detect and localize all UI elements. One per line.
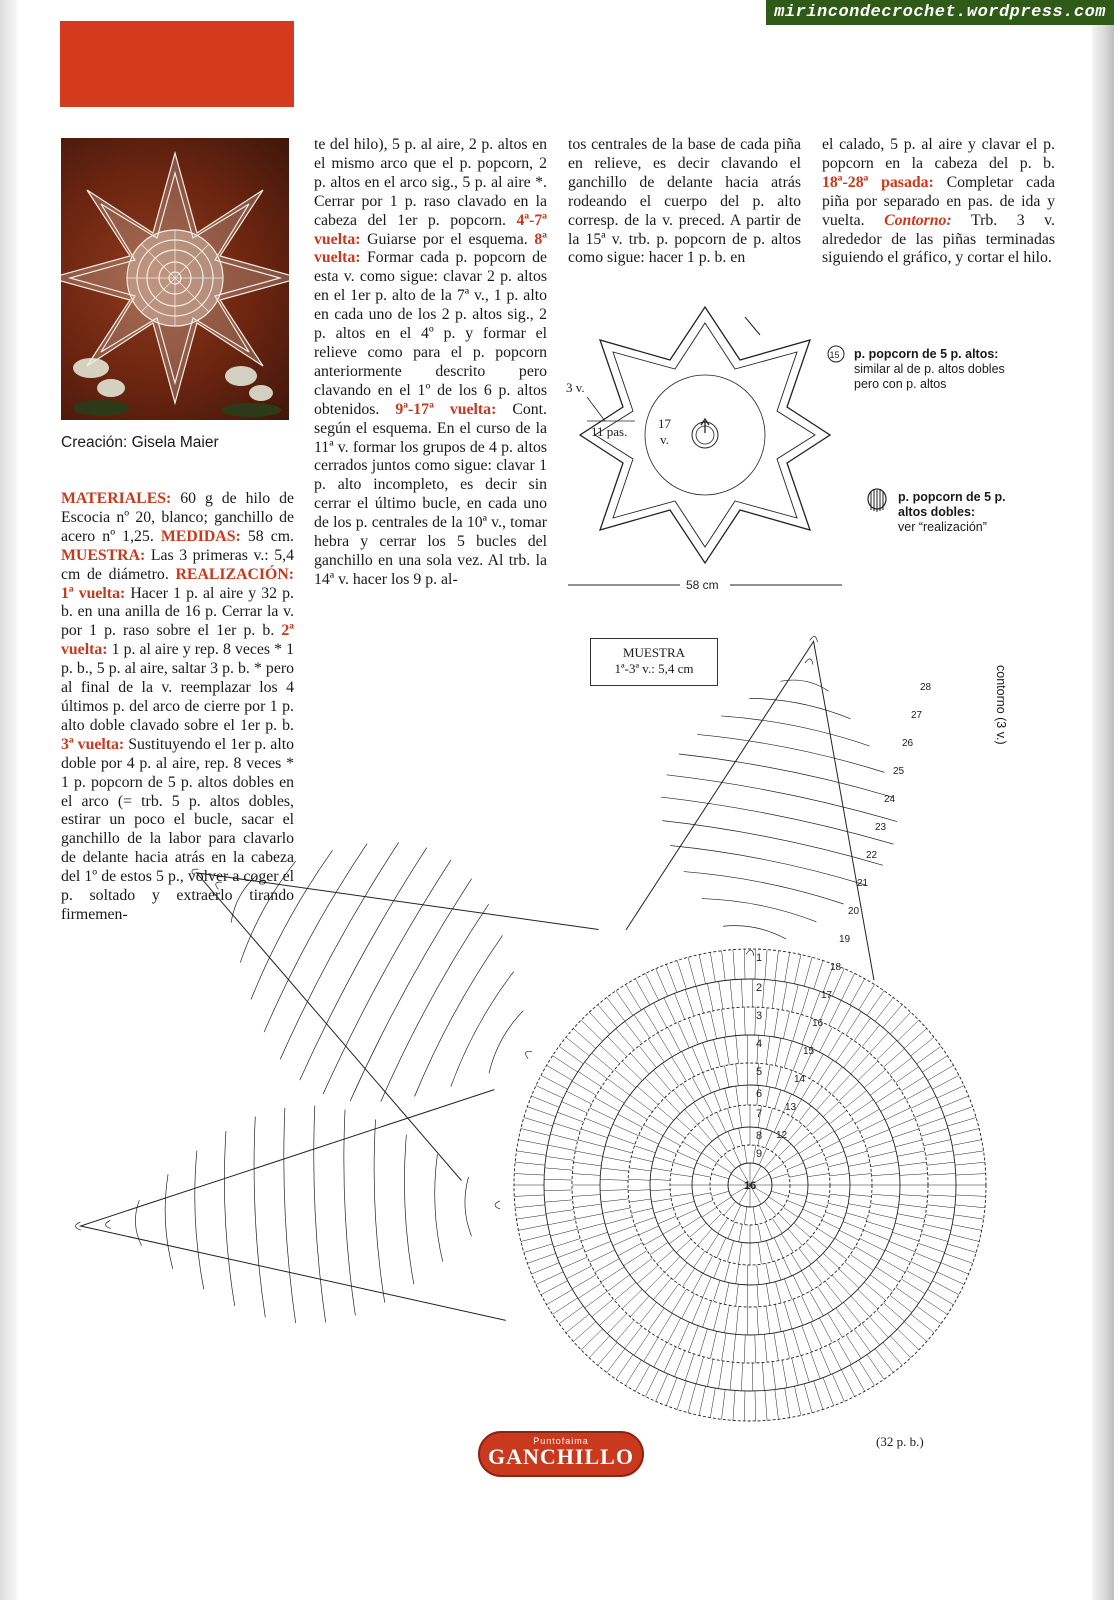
round-2-text: 1 p. al aire y rep. 8 veces * 1 p. b., 5 p. al aire, saltar 3 p. b. * pero al final de la v. reemplazar los 4 últimos p. del arco de cierre por 1 p. alto doble clavado sobre el 1er p. b. [61, 641, 294, 734]
chart-center-label: 16 [744, 1180, 757, 1192]
chart-petal-round-label: 18 [830, 962, 842, 973]
chart-petal-round-label: 25 [893, 766, 905, 777]
sample-text: Las 3 primeras v.: 5,4 cm de diámetro. [61, 546, 294, 583]
chart-petal-row [350, 879, 471, 1101]
chart-petal-row [323, 860, 451, 1094]
chart-petal-row [231, 875, 257, 923]
crochet-chart [40, 570, 1080, 1490]
chart-round-label: 1 [756, 952, 763, 964]
text-column-3 [568, 136, 801, 268]
chart-petal-row [314, 1106, 326, 1323]
chart-round-label: 8 [756, 1130, 763, 1142]
chart-petal-row [404, 1135, 413, 1284]
round-3-label: 3ª vuelta: [61, 735, 125, 753]
chart-round-label: 2 [756, 982, 763, 994]
schematic-17v-label-b: v. [660, 432, 669, 447]
rounds-9-17-label: 9ª-17ª vuelta: [395, 400, 497, 418]
legend-item1-desc2: pero con p. altos [854, 377, 947, 391]
doily-photo [61, 138, 289, 420]
col3-text-1: tos centrales de la base de cada piña en relieve, es decir clavando el ganchillo de delante hacia atrás rodeando el cuerpo del p. alto corresp. de la v. preced. A partir de la 15ª v. trb. p. popcorn de p. altos como sigue: hacer 1 p. b. en [568, 136, 801, 267]
legend-item-2 [898, 490, 1006, 535]
chart-petal-row [525, 1051, 532, 1058]
chart-petal-round-label: 21 [857, 878, 869, 889]
realization-text: Hacer 1 p. al aire y 32 p. b. en una anilla de 16 p. Cerrar la v. por 1 p. raso sobre el 1er p. b. [61, 584, 294, 640]
contour-label: Contorno: [884, 211, 952, 229]
photo-caption: Creación: Gisela Maier [61, 434, 219, 451]
chart-petal-round-label: 27 [911, 710, 923, 721]
chart-round-label: 3 [756, 1010, 763, 1022]
measures-text: 58 cm. [240, 527, 295, 545]
logo-title: GANCHILLO [488, 1444, 634, 1469]
chart-petal-round-label: 19 [839, 934, 851, 945]
schematic-3v-label: 3 v. [566, 380, 585, 395]
chart-petal-round-label: 12 [776, 1130, 788, 1141]
chart-round-label: 6 [756, 1088, 763, 1100]
chart-petal-row [749, 698, 850, 718]
chart-petal-row [165, 1174, 173, 1269]
chart-petal-round-label: 23 [875, 822, 887, 833]
schematic-11pas-label: 11 pas. [591, 424, 628, 439]
chart-petal-row [251, 850, 333, 999]
legend-item2-title1: p. popcorn de 5 p. [898, 490, 1006, 504]
chart-petal-outline [197, 873, 599, 1181]
sample-box-value: 1ª-3ª v.: 5,4 cm [614, 661, 694, 676]
sample-box-title: MUESTRA [622, 645, 686, 660]
realization-label: REALIZACIÓN: 1ª vuelta: [61, 565, 294, 602]
chart-petal-round-label: 15 [803, 1046, 815, 1057]
scan-edge-left [0, 0, 18, 1600]
chart-petal-row [697, 734, 884, 772]
rounds-4-7-label: 4ª-7ª vuelta: [314, 211, 547, 248]
chart-round-label: 9 [756, 1148, 763, 1160]
red-header-block [60, 21, 294, 107]
chart-petal-row [451, 971, 514, 1086]
schematic-17v-label: 17 [658, 416, 671, 431]
chart-petal-round-label: 16 [812, 1018, 824, 1029]
ganchillo-logo [478, 1431, 644, 1477]
chart-petal-row [284, 1108, 296, 1323]
chart-petal-round-label: 28 [920, 682, 932, 693]
chart-petal-row [721, 716, 869, 746]
chart-petal-row [240, 861, 295, 962]
chart-base-label: (32 p. b.) [876, 1434, 924, 1449]
chart-round-label: 5 [756, 1066, 763, 1078]
chart-petal-row [381, 904, 489, 1101]
chart-petal-outline [81, 1090, 506, 1321]
round-3-text: Sustituyendo el 1er p. alto doble por 4 p. al aire, rep. 8 veces * 1 p. popcorn de 5 p. altos dobles en el arco (= trb. 5 p. altos dobles, estirar un poco el bucle, sacar el ganchillo de la labor para clavarlo de delante hacia atrás en la cabeza del 1º de estos 5 p., volver a coger el p. soltado y extraerlo tirando firmemen- [61, 735, 294, 923]
watermark: mirincondecrochet.wordpress.com [766, 0, 1114, 25]
chart-petal-row [216, 882, 223, 889]
chart-petal-row [374, 1119, 385, 1302]
chart-petal-round-label: 22 [866, 850, 878, 861]
legend-item2-desc: ver “realización” [898, 520, 987, 534]
chart-petal-round-label: 13 [785, 1102, 797, 1113]
text-column-4 [822, 136, 1055, 268]
logo-subtitle: Puntofaima [533, 1436, 589, 1446]
chart-petal-row [746, 950, 754, 956]
chart-petal-round-label: 20 [848, 906, 860, 917]
chart-round-label: 7 [756, 1108, 763, 1120]
sample-label: MUESTRA: [61, 546, 146, 564]
scan-edge-right [1092, 0, 1114, 1600]
chart-round-label: 4 [756, 1038, 763, 1050]
chart-petal-row [465, 1177, 472, 1236]
schematic-inner-star [595, 323, 815, 547]
chart-petal-round-label: 14 [794, 1074, 806, 1085]
rows-18-28-label: 18ª-28ª pasada: [822, 173, 934, 191]
materials-label: MATERIALES: [61, 490, 172, 507]
chart-petal-round-label: 17 [821, 990, 833, 1001]
legend-item1-desc1: similar al de p. altos dobles [854, 362, 1005, 376]
legend-popcorn-tr-symbol [866, 488, 888, 514]
col2-text-2: Guiarse por el esquema. [360, 230, 535, 248]
round-2-label: 2ª vuelta: [61, 622, 295, 659]
text-column-2 [314, 136, 547, 590]
schematic-width-label: 58 cm [686, 578, 719, 592]
chart-petal-row [254, 1117, 265, 1318]
chart-petal-row [224, 1131, 234, 1306]
chart-petal-row [723, 926, 786, 939]
chart-petal-row [195, 1151, 204, 1290]
chart-petal-row [661, 797, 893, 844]
chart-petal-outline [626, 641, 874, 980]
col4-text-1: el calado, 5 p. al aire y clavar el p. popcorn en la cabeza del p. b. [822, 136, 1055, 172]
chart-petal-row [280, 842, 398, 1059]
chart-petal-row [105, 1220, 110, 1228]
chart-petal-row [495, 1201, 500, 1209]
size-schematic [560, 300, 850, 600]
chart-petal-round-label: 26 [902, 738, 914, 749]
materials-text: 60 g de hilo de Escocia nº 20, blanco; ganchillo de acero nº 1,25. [61, 490, 294, 545]
chart-petal-row [702, 899, 817, 922]
col4-text-3: Trb. 3 v. alrededor de las piñas terminadas siguiendo el gráfico, y cortar el hilo. [822, 211, 1056, 267]
chart-petal-row [679, 754, 894, 798]
col2-text-1: te del hilo), 5 p. al aire, 2 p. altos en el mismo arco que el p. popcorn, 2 p. altos en el arco sig., 5 p. al aire *. Cerrar por 1 p. raso clavado en la cabeza del 1er p. popcorn. [314, 136, 547, 229]
chart-petal-row [489, 1011, 523, 1074]
col2-text-3: Formar cada p. popcorn de esta v. como sigue: clavar 2 p. altos en el 1er p. alto de la 7ª v., 1 p. alto en cada uno de los 2 p. altos sig., 2 p. altos en el 4º p. y formar el relieve como para el p. popcorn anteriormente descrito pero clavando en el 1º de los 6 p. altos obtenidos. [314, 249, 547, 418]
contour-vertical-label: contorno (3 v.) [994, 665, 1008, 745]
chart-petal-row [805, 659, 813, 665]
legend-item1-number: 15 [829, 350, 840, 360]
legend-item-1 [854, 347, 1005, 392]
chart-petal-row [300, 848, 427, 1080]
legend-item1-title: p. popcorn de 5 p. altos: [854, 347, 999, 361]
measures-label: MEDIDAS: [160, 527, 241, 545]
legend-popcorn-dc-symbol [826, 344, 846, 364]
round-8-label: 8ª vuelta: [314, 230, 547, 267]
col2-text-4: Cont. según el esquema. En el curso de la 11ª v. formar los grupos de 4 p. altos cerrados juntos como sigue: clavar 1 p. alto incompleto, es decir sin cerrar el último bucle, en cada uno de los p. centrales de la 10ª v., tomar hebra y cerrar los 5 bucles del ganchillo en una sola vez. Al trb. la 14ª v. hacer los 9 p. al- [314, 400, 548, 588]
legend-item2-title2: altos dobles: [898, 505, 976, 519]
chart-petal-row [435, 1154, 443, 1261]
chart-petal-row [670, 846, 866, 886]
chart-petal-round-label: 24 [884, 794, 896, 805]
col4-text-2: Completar cada piña por separado en pas. de ida y vuelta. [822, 173, 1055, 229]
